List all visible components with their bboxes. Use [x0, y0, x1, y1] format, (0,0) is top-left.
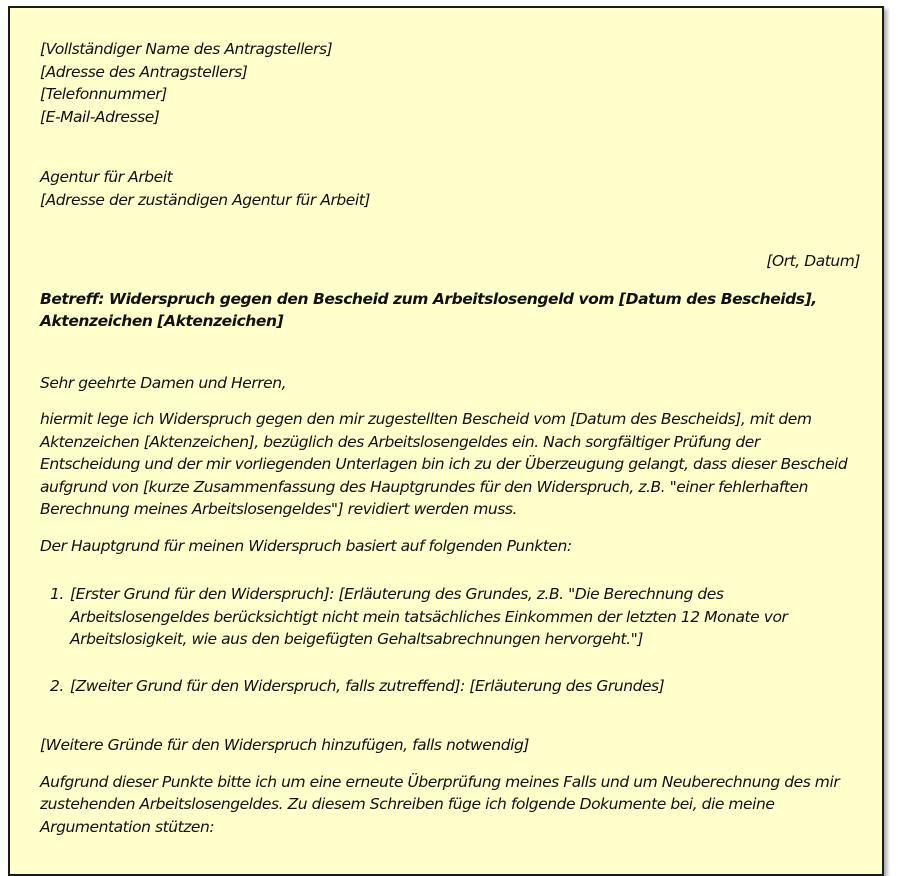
salutation: Sehr geehrte Damen und Herren, [40, 373, 287, 392]
reason-item [40, 675, 860, 698]
reason-line: [Zweiter Grund für den Widerspruch, falls zutreffend]: [Erläuterung des Grundes] [70, 676, 665, 695]
reasons-intro: Der Hauptgrund für meinen Widerspruch basiert auf folgenden Punkten: [40, 536, 572, 555]
reason-number: 1. [50, 585, 64, 603]
closing-line: Aufgrund dieser Punkte bitte ich um eine erneute Überprüfung meines Falls und um Neuberechnung des mir [40, 772, 840, 791]
intro-paragraph [40, 408, 860, 521]
reason-line: [Erster Grund für den Widerspruch]: [Erläuterung des Grundes, z.B. "Die Berechnung des [70, 585, 724, 603]
place-date: [Ort, Datum] [766, 252, 860, 270]
sender-phone: [Telefonnummer] [40, 85, 167, 103]
more-reasons-placeholder: [Weitere Gründe für den Widerspruch hinzufügen, falls notwendig] [40, 736, 529, 754]
reason-line: Arbeitslosengeldes berücksichtigt nicht mein tatsächliches Einkommen der letzten 12 Monate vor [70, 607, 788, 626]
intro-line: hiermit lege ich Widerspruch gegen den mir zugestellten Bescheid vom [Datum des Bescheids], mit dem [40, 410, 812, 428]
letter-page [8, 6, 884, 876]
reason-number: 2. [50, 676, 64, 695]
letter-content [40, 38, 860, 838]
reason-item [40, 583, 860, 651]
subject-line-1: Betreff: Widerspruch gegen den Bescheid zum Arbeitslosengeld vom [Datum des Bescheids], [40, 289, 817, 308]
sender-email: [E-Mail-Adresse] [40, 107, 160, 126]
recipient-block [40, 166, 860, 211]
closing-paragraph [40, 771, 860, 839]
intro-line: Berechnung meines Arbeitslosengeldes"] revidiert werden muss. [40, 500, 517, 518]
subject-line-2: Aktenzeichen [Aktenzeichen] [40, 312, 284, 330]
reasons-list [40, 583, 860, 697]
sender-block [40, 38, 860, 128]
recipient-name: Agentur für Arbeit [40, 168, 173, 186]
recipient-address: [Adresse der zuständigen Agentur für Arbeit] [40, 190, 370, 209]
closing-line: Argumentation stützen: [40, 817, 215, 836]
reason-line: Arbeitslosigkeit, wie aus den beigefügten Gehaltsabrechnungen hervorgeht."] [70, 630, 643, 648]
sender-address: [Adresse des Antragstellers] [40, 62, 248, 81]
sender-name: [Vollständiger Name des Antragstellers] [40, 40, 333, 58]
intro-line: Entscheidung und der mir vorliegenden Unterlagen bin ich zu der Überzeugung gelangt, dass dieser Bescheid [40, 455, 848, 473]
subject-line [40, 288, 860, 333]
closing-line: zustehenden Arbeitslosengeldes. Zu diesem Schreiben füge ich folgende Dokumente bei, die meine [40, 795, 775, 813]
intro-line: aufgrund von [kurze Zusammenfassung des Hauptgrundes für den Widerspruch, z.B. "einer fehlerhaften [40, 477, 808, 496]
intro-line: Aktenzeichen [Aktenzeichen], bezüglich des Arbeitslosengeldes ein. Nach sorgfältiger Prüfung der [40, 432, 760, 451]
